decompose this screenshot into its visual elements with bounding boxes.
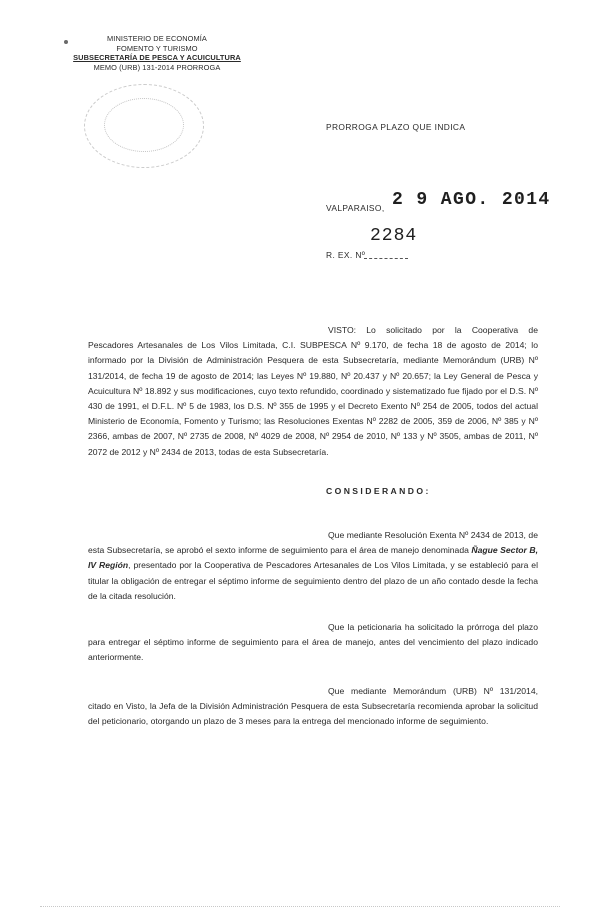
considerando-heading: CONSIDERANDO: xyxy=(326,486,431,496)
considerando-paragraph-3: Que mediante Memorándum (URB) Nº 131/2014, citado en Visto, la Jefa de la División Administración Pesquera de esta Subsecretaría recomienda aprobar la solicitud del peticionario, otorgando un plazo de 3 meses para la entrega del mencionado informe de seguimiento. xyxy=(88,686,538,727)
header-ministry-sub: FOMENTO Y TURISMO xyxy=(116,43,198,53)
header-memo: MEMO (URB) 131-2014 PRORROGA xyxy=(93,62,221,72)
p1-text-before: Que mediante Resolución Exenta Nº 2434 de 2013, de esta Subsecretaría, se aprobó el sexto informe de seguimiento para el área de manejo denominada xyxy=(88,530,538,556)
considerando-paragraph-1 xyxy=(88,528,538,604)
place-label: VALPARAISO, xyxy=(326,203,385,213)
date-stamp: 2 9 AGO. 2014 xyxy=(392,190,551,210)
header-subsecretaria: SUBSECRETARÍA DE PESCA Y ACUICULTURA xyxy=(73,53,241,63)
resolution-number: 2284 xyxy=(370,226,418,246)
subject-line: PRORROGA PLAZO QUE INDICA xyxy=(326,122,466,132)
p1-text-after: , presentado por la Cooperativa de Pescadores Artesanales de Los Vilos Limitada, y se estableció para el titular la obligación de entregar el séptimo informe de seguimiento dentro del plazo de un año contado desde la fecha de la citada resolución. xyxy=(88,560,538,601)
header-ministry: MINISTERIO DE ECONOMÍA xyxy=(107,34,207,43)
area-name: Ñague Sector B, IV Región xyxy=(88,545,538,571)
resolution-underline xyxy=(364,258,408,259)
visto-paragraph: VISTO: Lo solicitado por la Cooperativa de Pescadores Artesanales de Los Vilos Limitada, C.I. SUBPESCA Nº 9.170, de fecha 18 de agosto de 2014; lo informado por la División de Administración Pesquera de esta Subsecretaría, mediante Memorándum (URB) Nº 131/2014, de fecha 19 de agosto de 2014; las Leyes Nº 19.880, Nº 20.437 y Nº 20.657; la Ley General de Pesca y Acuicultura Nº 18.892 y sus modificaciones, cuyo texto refundido, coordinado y sistematizado fue fijado por el D.S. Nº 430 de 1991, el D.F.L. Nº 5 de 1983, los D.S. Nº 355 de 1995 y el Decreto Exento Nº 254 de 2005, todos del actual Ministerio de Economía, Fomento y Turismo; las Resoluciones Exentas Nº 2282 de 2005, 359 de 2006, Nº 385 y Nº 2366, ambas de 2007, Nº 2735 de 2008, Nº 4029 de 2008, Nº 2954 de 2010, Nº 133 y Nº 3505, ambas de 2011, Nº 2072 de 2012 y Nº 2434 de 2013, todas de esta Subsecretaría. xyxy=(88,325,538,457)
official-seal-inner xyxy=(104,98,184,152)
ministry-header xyxy=(52,34,262,72)
resolution-label: R. EX. Nº xyxy=(326,250,366,260)
considerando-paragraph-2: Que la peticionaria ha solicitado la prórroga del plazo para entregar el séptimo informe de seguimiento para el área de manejo, antes del vencimiento del plazo indicado anteriormente. xyxy=(88,622,538,663)
scan-footer-edge xyxy=(40,906,560,907)
